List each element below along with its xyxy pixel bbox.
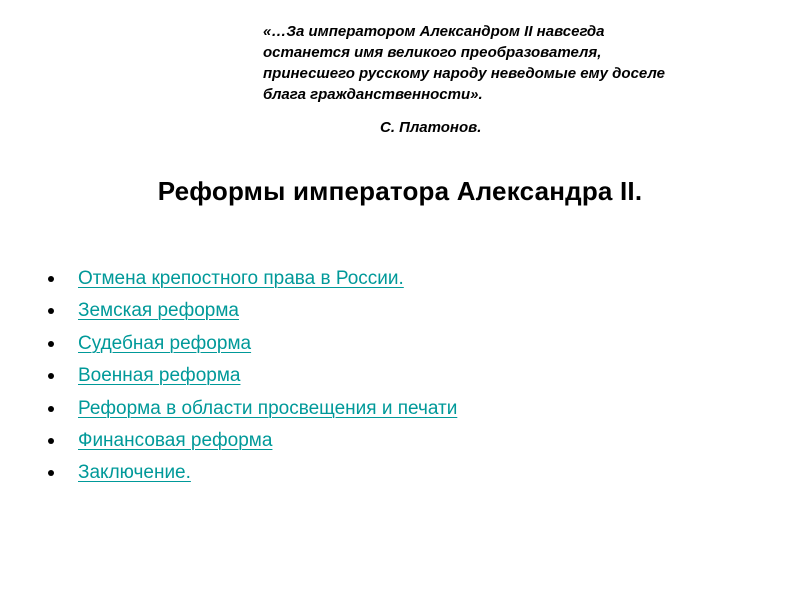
bullet-icon (48, 470, 54, 476)
reform-link-military[interactable]: Военная реформа (78, 365, 241, 387)
slide-title: Реформы императора Александра II. (157, 176, 643, 206)
bullet-icon (48, 438, 54, 444)
bullet-icon (48, 406, 54, 412)
epigraph-author: С. Платонов. (380, 119, 482, 136)
bullet-icon (48, 308, 54, 314)
reform-link-zemstvo[interactable]: Земская реформа (78, 300, 239, 322)
epigraph-line: принесшего русскому народу неведомые ему доселе (263, 65, 665, 82)
reform-link-judicial[interactable]: Судебная реформа (78, 332, 252, 354)
bullet-icon (48, 341, 54, 347)
epigraph-line: «…За императором Александром II навсегда (263, 23, 605, 40)
reform-link-serfdom[interactable]: Отмена крепостного права в России. (78, 268, 404, 289)
epigraph-quote (263, 21, 763, 105)
epigraph-line: блага гражданственности». (263, 86, 483, 103)
epigraph-line: останется имя великого преобразователя, (263, 44, 602, 61)
bullet-icon (48, 373, 54, 379)
reform-link-financial[interactable]: Финансовая реформа (78, 429, 273, 451)
reform-link-education[interactable]: Реформа в области просвещения и печати (78, 397, 458, 419)
reform-link-conclusion[interactable]: Заключение. (78, 462, 191, 484)
bullet-icon (48, 276, 54, 282)
